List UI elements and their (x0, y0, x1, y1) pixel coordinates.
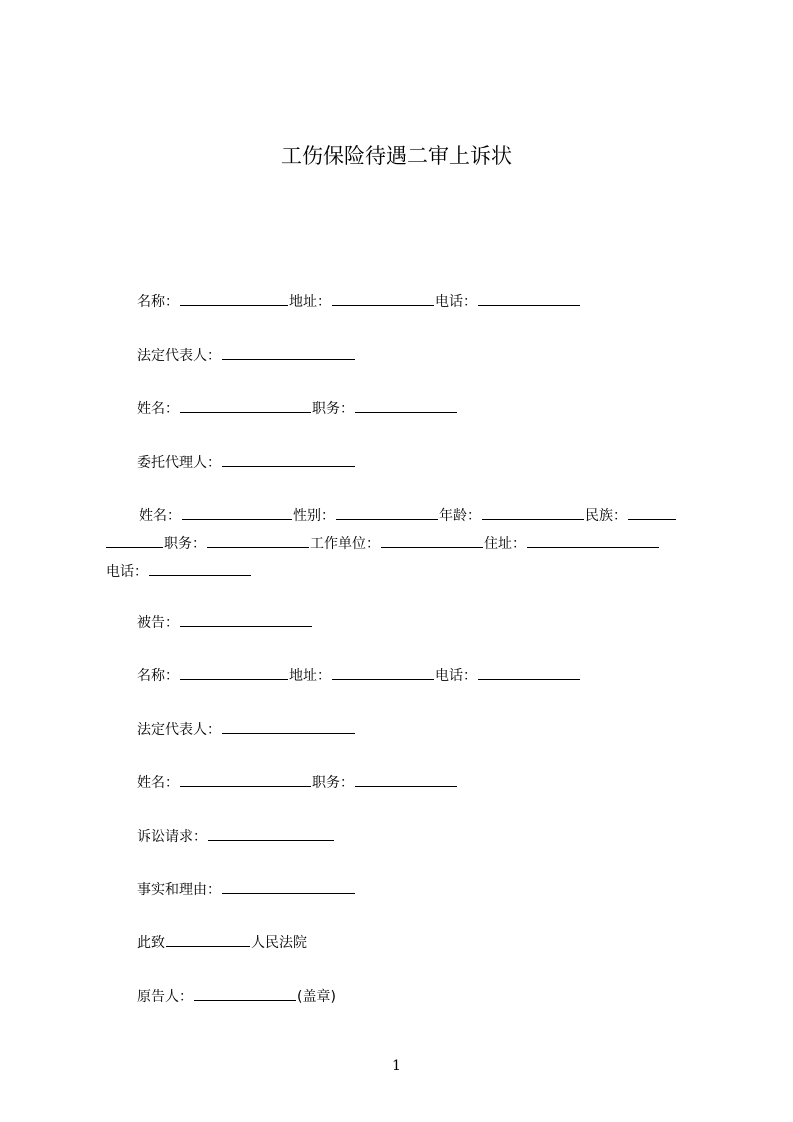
seal-label: (盖章) (297, 989, 336, 1005)
agent-phone-blank[interactable] (149, 561, 251, 576)
agent-label: 委托代理人： (137, 455, 221, 471)
facts-blank[interactable] (222, 879, 355, 894)
claim-blank[interactable] (208, 826, 334, 841)
agent-ethnicity-blank[interactable] (628, 505, 676, 520)
agent-gender-label: 性别： (293, 508, 335, 524)
appellant-info-row (137, 291, 581, 311)
agent-blank[interactable] (222, 452, 355, 467)
closing-court: 人民法院 (251, 935, 307, 951)
person-row (137, 398, 458, 418)
defendant-blank[interactable] (180, 612, 312, 627)
defendant-phone-label: 电话： (435, 668, 477, 684)
phone-label: 电话： (435, 294, 477, 310)
claim-label: 诉讼请求： (137, 829, 207, 845)
agent-gender-blank[interactable] (336, 505, 438, 520)
agent-employer-label: 工作单位： (310, 536, 380, 552)
legal-representative-label-2: 法定代表人： (137, 722, 221, 738)
agent-name-blank[interactable] (182, 505, 292, 520)
legal-representative-blank[interactable] (222, 345, 355, 360)
agent-name-label: 姓名： (139, 508, 181, 524)
facts-row (137, 879, 356, 899)
agent-ethnicity-label: 民族： (585, 508, 627, 524)
person-position-blank[interactable] (355, 398, 457, 413)
closing-prefix: 此致 (137, 935, 165, 951)
agent-details-line-1 (139, 505, 677, 525)
address-blank[interactable] (332, 291, 434, 306)
defendant-info-row (137, 665, 581, 685)
name-label: 名称： (137, 294, 179, 310)
agent-ethnicity-blank-continued[interactable] (106, 533, 163, 548)
agent-phone-label: 电话： (106, 564, 148, 580)
agent-address-label: 住址： (484, 536, 526, 552)
person-row-2 (137, 772, 458, 792)
defendant-label: 被告： (137, 615, 179, 631)
phone-blank[interactable] (478, 291, 580, 306)
defendant-address-label: 地址： (289, 668, 331, 684)
signature-row (137, 986, 336, 1006)
agent-age-blank[interactable] (482, 505, 584, 520)
court-name-blank[interactable] (166, 932, 250, 947)
closing-row (137, 932, 307, 952)
agent-details-line-3 (106, 561, 252, 581)
claim-row (137, 826, 335, 846)
legal-representative-label: 法定代表人： (137, 348, 221, 364)
person-name-blank[interactable] (180, 398, 311, 413)
person-name-label-2: 姓名： (137, 775, 179, 791)
agent-details-line-2 (106, 533, 660, 553)
agent-row (137, 452, 356, 472)
legal-representative-row-2 (137, 719, 356, 739)
facts-label: 事实和理由： (137, 882, 221, 898)
agent-address-blank[interactable] (527, 533, 659, 548)
defendant-name-label: 名称： (137, 668, 179, 684)
signature-label: 原告人： (137, 989, 193, 1005)
signature-blank[interactable] (194, 986, 296, 1001)
address-label: 地址： (289, 294, 331, 310)
agent-position-label: 职务： (164, 536, 206, 552)
defendant-address-blank[interactable] (332, 665, 434, 680)
page-number: 1 (392, 1058, 401, 1074)
name-blank[interactable] (180, 291, 288, 306)
person-position-blank-2[interactable] (355, 772, 457, 787)
person-position-label-2: 职务： (312, 775, 354, 791)
agent-age-label: 年龄： (439, 508, 481, 524)
defendant-phone-blank[interactable] (478, 665, 580, 680)
legal-representative-blank-2[interactable] (222, 719, 355, 734)
person-position-label: 职务： (312, 401, 354, 417)
legal-representative-row (137, 345, 356, 365)
agent-employer-blank[interactable] (381, 533, 483, 548)
person-name-label: 姓名： (137, 401, 179, 417)
person-name-blank-2[interactable] (180, 772, 311, 787)
defendant-name-blank[interactable] (180, 665, 288, 680)
agent-position-blank[interactable] (207, 533, 309, 548)
document-title: 工伤保险待遇二审上诉状 (281, 144, 512, 168)
defendant-row (137, 612, 313, 632)
